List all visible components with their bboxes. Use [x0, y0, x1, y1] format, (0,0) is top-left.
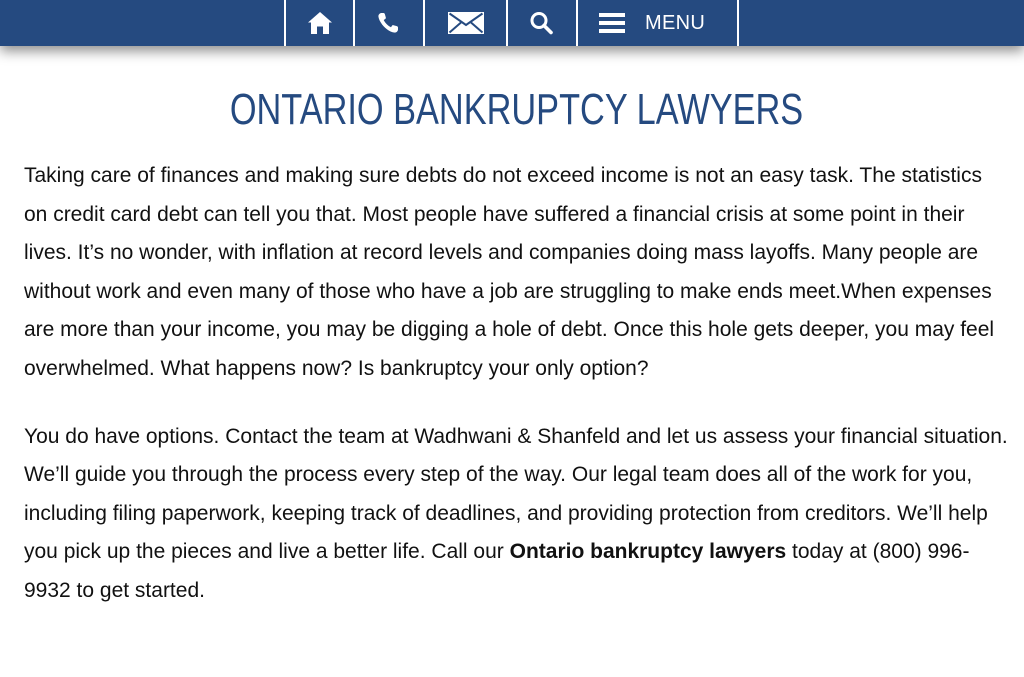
search-button[interactable] [508, 0, 578, 46]
options-text-end: today at (800) 996-9932 to get started. [24, 540, 970, 602]
options-text-start: You do have options. Contact the team at Wadhwani & Shanfeld and let us assess your financial situation. We’ll guide you through the process every step of the way. Our legal team does all of the work for you, including filing paperwork, keeping track of deadlines, and providing protection from creditors. We’ll help you pick up the pieces and live a better life. Call our [24, 424, 1008, 564]
menu-label: MENU [645, 11, 706, 34]
phone-icon [376, 11, 402, 35]
nav-icons [284, 0, 739, 46]
page-title: ONTARIO BANKRUPTCY LAWYERS [229, 85, 804, 134]
hamburger-menu-icon [599, 12, 625, 34]
search-icon [529, 11, 555, 35]
intro-paragraph: Taking care of finances and making sure debts do not exceed income is not an easy task. The statistics on credit card debt can tell you that. Most people have suffered a financial crisis at some point in their lives. It’s no wonder, with inflation at record levels and companies doing mass layoffs. Many people are without work and even many of those who have a job are struggling to make ends meet.When expenses are more than your income, you may be digging a hole of debt. Once this hole gets deeper, you may feel overwhelmed. What happens now? Is bankruptcy your only option? [24, 164, 995, 380]
email-button[interactable] [425, 0, 508, 46]
main-content [24, 76, 1009, 611]
top-navigation-bar [0, 0, 1024, 46]
phone-button[interactable] [355, 0, 425, 46]
menu-button[interactable] [578, 0, 739, 46]
ontario-bankruptcy-lawyers-link[interactable]: Ontario bankruptcy lawyers [509, 540, 787, 564]
options-paragraph [24, 418, 1009, 611]
mail-icon [447, 11, 485, 35]
home-button[interactable] [286, 0, 355, 46]
home-icon [307, 11, 333, 35]
